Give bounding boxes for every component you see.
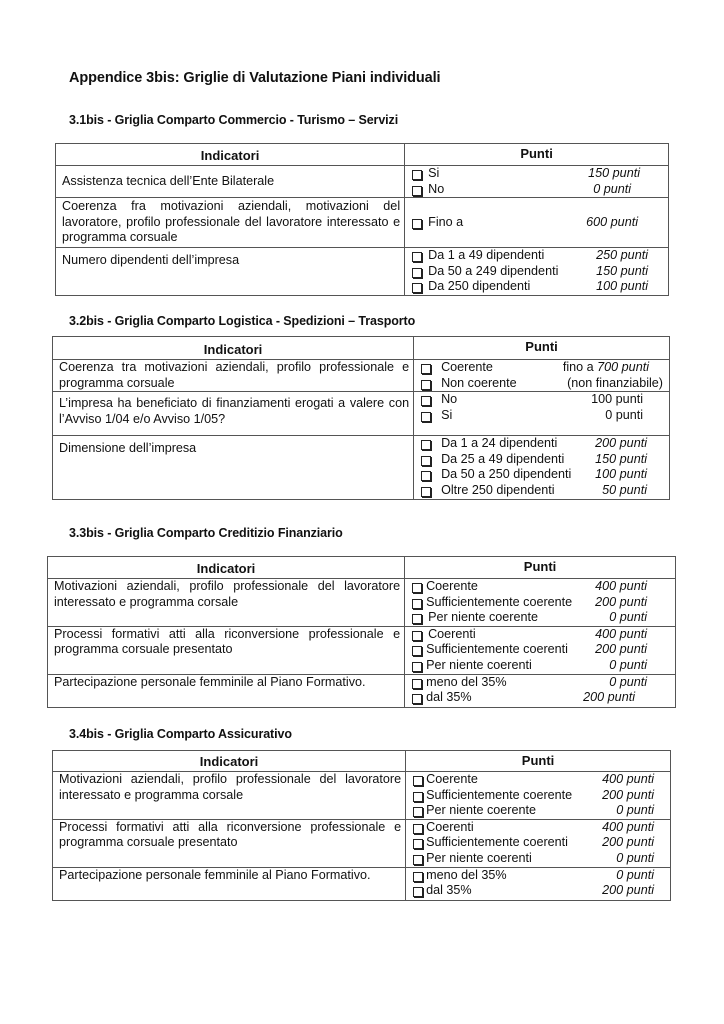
- option-no[interactable]: No 0 punti: [411, 182, 640, 198]
- option-si[interactable]: Si 0 punti: [420, 408, 643, 424]
- options-cell: [405, 579, 676, 627]
- header-indicatori: Indicatori: [53, 337, 414, 360]
- options-cell: [405, 198, 669, 248]
- option[interactable]: meno del 35% 0 punti: [412, 868, 654, 884]
- checkbox-icon[interactable]: [421, 380, 431, 390]
- option-si[interactable]: Si 150 punti: [411, 166, 640, 182]
- section-title-3-1bis: 3.1bis - Griglia Comparto Commercio - Turismo – Servizi: [69, 113, 399, 127]
- option[interactable]: Per niente coerenti 0 punti: [411, 658, 647, 674]
- table-row: [56, 166, 669, 198]
- checkbox-icon[interactable]: [421, 471, 431, 481]
- checkbox-icon[interactable]: [413, 887, 423, 897]
- checkbox-icon[interactable]: [413, 839, 423, 849]
- checkbox-icon[interactable]: [412, 283, 422, 293]
- indicator-cell: Numero dipendenti dell’impresa: [56, 248, 405, 296]
- header-punti: Punti: [406, 751, 671, 772]
- checkbox-icon[interactable]: [412, 662, 422, 672]
- option[interactable]: Da 1 a 24 dipendenti 200 punti: [420, 436, 647, 452]
- indicator-cell: Processi formativi atti alla riconversione professionale e programma corsuale presentato: [53, 819, 406, 867]
- section-title-3-4bis: 3.4bis - Griglia Comparto Assicurativo: [69, 727, 292, 741]
- option[interactable]: dal 35% 200 punti: [412, 883, 654, 899]
- option[interactable]: Per niente coerenti 0 punti: [412, 851, 654, 867]
- header-indicatori: Indicatori: [48, 557, 405, 579]
- checkbox-icon[interactable]: [412, 219, 422, 229]
- table-row: [53, 392, 670, 436]
- checkbox-icon[interactable]: [412, 252, 422, 262]
- table-row: [56, 248, 669, 296]
- option-no[interactable]: No 100 punti: [420, 392, 643, 408]
- options-cell: [405, 166, 669, 198]
- checkbox-icon[interactable]: [412, 583, 422, 593]
- checkbox-icon[interactable]: [413, 776, 423, 786]
- table-row: [48, 626, 676, 674]
- grid-table-logistica: [52, 336, 670, 500]
- option[interactable]: Sufficientemente coerenti 200 punti: [412, 835, 654, 851]
- checkbox-icon[interactable]: [412, 631, 422, 641]
- option[interactable]: Per niente coerente 0 punti: [411, 610, 647, 626]
- option[interactable]: Da 1 a 49 dipendenti 250 punti: [411, 248, 648, 264]
- checkbox-icon[interactable]: [412, 614, 422, 624]
- header-punti: Punti: [405, 144, 669, 166]
- option[interactable]: Da 50 a 250 dipendenti 100 punti: [420, 467, 647, 483]
- checkbox-icon[interactable]: [413, 807, 423, 817]
- header-indicatori: Indicatori: [53, 751, 406, 772]
- indicator-cell: Coerenza tra motivazioni aziendali, profilo professionale e programma corsuale: [53, 360, 414, 392]
- section-title-3-3bis: 3.3bis - Griglia Comparto Creditizio Finanziario: [69, 526, 343, 540]
- header-punti: Punti: [405, 557, 676, 579]
- indicator-cell: Processi formativi atti alla riconversione professionale e programma corsuale presentato: [48, 626, 405, 674]
- options-cell: [405, 248, 669, 296]
- option[interactable]: Coerenti 400 punti: [412, 820, 654, 836]
- options-cell: [406, 819, 671, 867]
- section-title-3-2bis: 3.2bis - Griglia Comparto Logistica - Spedizioni – Trasporto: [69, 314, 416, 328]
- indicator-cell: Motivazioni aziendali, profilo professionale del lavoratore interessato e programma corsale: [48, 579, 405, 627]
- indicator-cell: Motivazioni aziendali, profilo professionale del lavoratore interessato e programma corsale: [53, 772, 406, 820]
- option[interactable]: dal 35% 200 punti: [411, 690, 647, 706]
- options-cell: [414, 360, 670, 392]
- table-row: [53, 772, 671, 820]
- option[interactable]: Da 50 a 249 dipendenti 150 punti: [411, 264, 648, 280]
- checkbox-icon[interactable]: [421, 440, 431, 450]
- table-row: [53, 436, 670, 499]
- checkbox-icon[interactable]: [421, 364, 431, 374]
- indicator-cell: Partecipazione personale femminile al Piano Formativo.: [48, 674, 405, 707]
- grid-table-creditizio: [47, 556, 676, 708]
- checkbox-icon[interactable]: [413, 872, 423, 882]
- document-title: Appendice 3bis: Griglie di Valutazione Piani individuali: [69, 70, 441, 86]
- grid-table-assicurativo: [52, 750, 671, 901]
- option[interactable]: meno del 35% 0 punti: [411, 675, 647, 691]
- checkbox-icon[interactable]: [412, 268, 422, 278]
- options-cell: [414, 392, 670, 436]
- options-cell: [406, 772, 671, 820]
- option[interactable]: Per niente coerente 0 punti: [412, 803, 654, 819]
- checkbox-icon[interactable]: [412, 646, 422, 656]
- option[interactable]: Coerente 400 punti: [411, 579, 647, 595]
- option[interactable]: Da 25 a 49 dipendenti 150 punti: [420, 452, 647, 468]
- checkbox-icon[interactable]: [412, 694, 422, 704]
- checkbox-icon[interactable]: [412, 186, 422, 196]
- table-row: [53, 819, 671, 867]
- option-non-coerente[interactable]: Non coerente (non finanziabile): [420, 376, 663, 392]
- table-row: [56, 198, 669, 248]
- grid-table-commercio: [55, 143, 669, 296]
- indicator-cell: L’impresa ha beneficiato di finanziamenti erogati a valere con l’Avviso 1/04 e/o Avviso 1/05?: [53, 392, 414, 436]
- option[interactable]: Coerenti 400 punti: [411, 627, 647, 643]
- checkbox-icon[interactable]: [413, 792, 423, 802]
- checkbox-icon[interactable]: [412, 599, 422, 609]
- option-coerente[interactable]: Coerente fino a 700 punti: [420, 360, 663, 376]
- checkbox-icon[interactable]: [421, 412, 431, 422]
- checkbox-icon[interactable]: [412, 679, 422, 689]
- option[interactable]: Da 250 dipendenti 100 punti: [411, 279, 648, 295]
- indicator-cell: Coerenza fra motivazioni aziendali, motivazioni del lavoratore, profilo professionale del lavoratore interessato e programma corsuale: [56, 198, 405, 248]
- header-indicatori: Indicatori: [56, 144, 405, 166]
- indicator-cell: Partecipazione personale femminile al Piano Formativo.: [53, 867, 406, 900]
- option[interactable]: Oltre 250 dipendenti 50 punti: [420, 483, 647, 499]
- option-fino-a[interactable]: Fino a 600 punti: [411, 215, 638, 231]
- checkbox-icon[interactable]: [421, 396, 431, 406]
- option[interactable]: Sufficientemente coerenti 200 punti: [411, 642, 647, 658]
- indicator-cell: Dimensione dell’impresa: [53, 436, 414, 499]
- checkbox-icon[interactable]: [413, 855, 423, 865]
- options-cell: [405, 674, 676, 707]
- checkbox-icon[interactable]: [413, 824, 423, 834]
- options-cell: [406, 867, 671, 900]
- table-row: [48, 674, 676, 707]
- header-punti: Punti: [414, 337, 670, 360]
- table-row: [53, 867, 671, 900]
- checkbox-icon[interactable]: [421, 487, 431, 497]
- checkbox-icon[interactable]: [412, 170, 422, 180]
- options-cell: [405, 626, 676, 674]
- option[interactable]: Coerente 400 punti: [412, 772, 654, 788]
- option[interactable]: Sufficientemente coerente 200 punti: [412, 788, 654, 804]
- option[interactable]: Sufficientemente coerente 200 punti: [411, 595, 647, 611]
- indicator-cell: Assistenza tecnica dell’Ente Bilaterale: [56, 166, 405, 198]
- table-row: [53, 360, 670, 392]
- table-row: [48, 579, 676, 627]
- options-cell: [414, 436, 670, 499]
- checkbox-icon[interactable]: [421, 456, 431, 466]
